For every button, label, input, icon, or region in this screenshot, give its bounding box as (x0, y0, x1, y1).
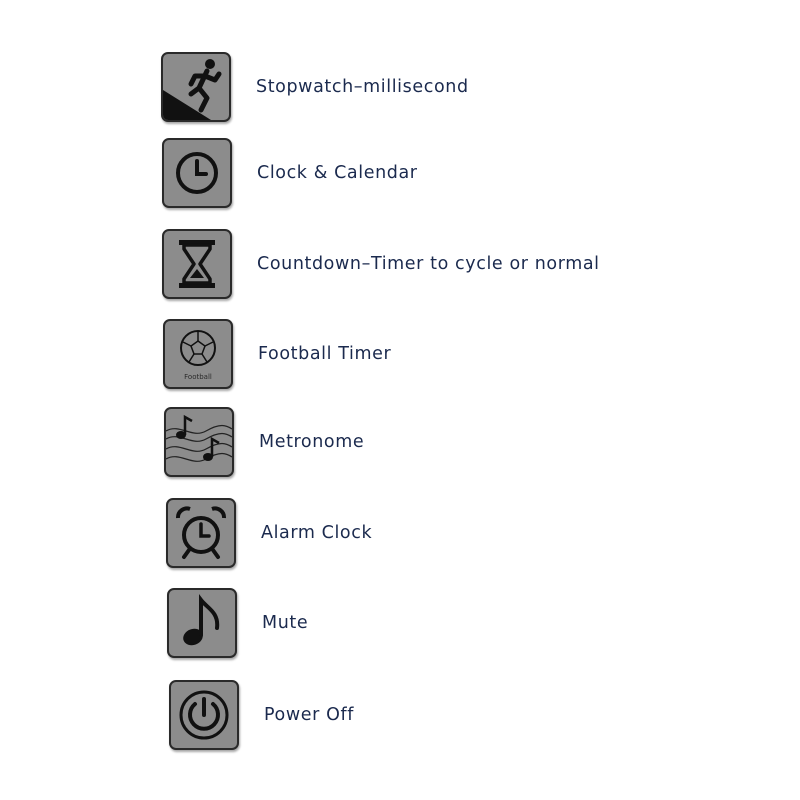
runner-icon (161, 52, 231, 122)
feature-row-power (169, 680, 354, 750)
feature-row-stopwatch (161, 52, 469, 122)
feature-label: Power Off (264, 705, 354, 725)
music-note-icon (167, 588, 237, 658)
feature-row-football (163, 319, 391, 389)
feature-row-countdown (162, 229, 600, 299)
football-icon-text: Football (184, 373, 212, 381)
power-icon (169, 680, 239, 750)
feature-label: Clock & Calendar (257, 163, 418, 183)
feature-label: Stopwatch–millisecond (256, 77, 469, 97)
feature-label: Metronome (259, 432, 365, 452)
feature-row-mute (167, 588, 308, 658)
feature-label: Countdown–Timer to cycle or normal (257, 254, 600, 274)
feature-label: Alarm Clock (261, 523, 373, 543)
music-notes-icon (164, 407, 234, 477)
clock-icon (162, 138, 232, 208)
feature-row-clock (162, 138, 418, 208)
alarm-clock-icon (166, 498, 236, 568)
feature-row-alarm (166, 498, 372, 568)
feature-row-metronome (164, 407, 364, 477)
feature-label: Football Timer (258, 344, 392, 364)
football-icon (163, 319, 233, 389)
feature-label: Mute (262, 613, 309, 633)
hourglass-icon (162, 229, 232, 299)
